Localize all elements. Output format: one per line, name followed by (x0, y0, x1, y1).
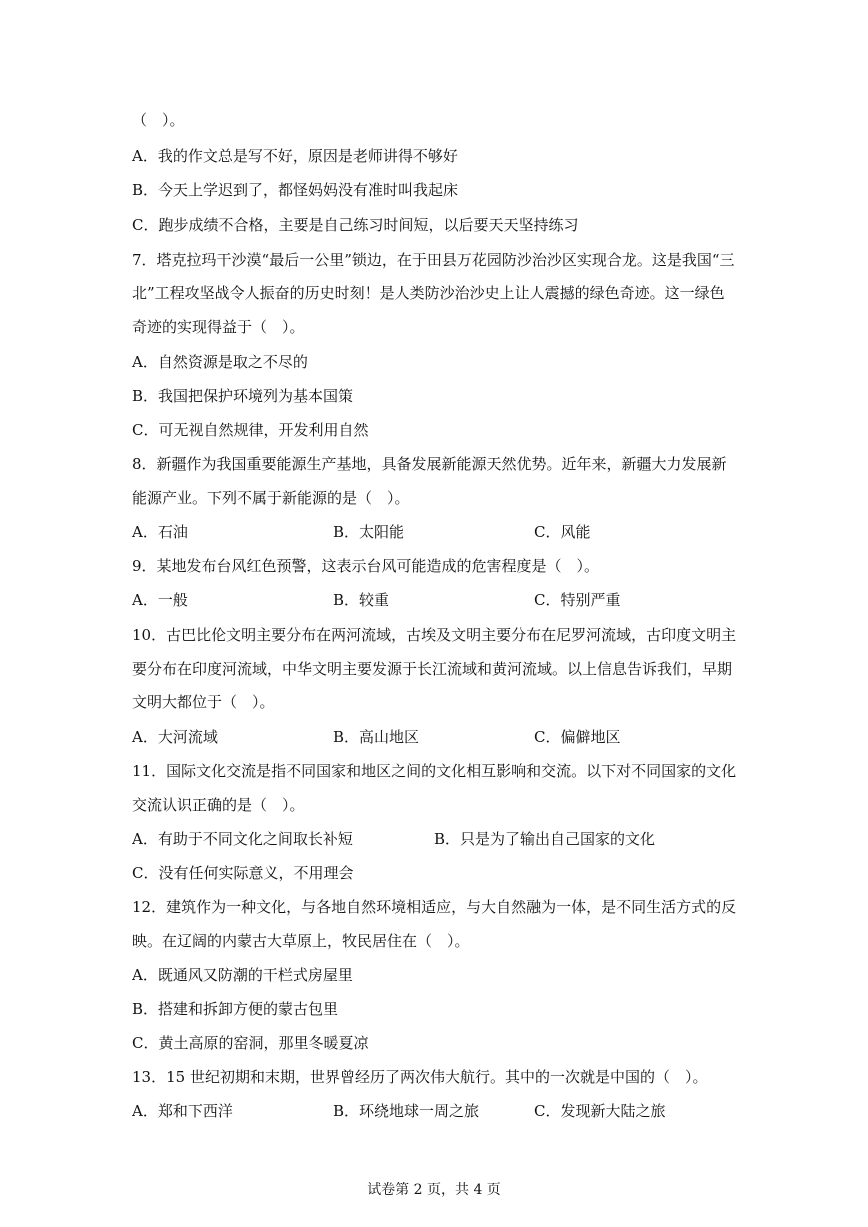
q7-option-a: A．自然资源是取之不尽的 (132, 353, 308, 371)
q10-stem-line1: 10．古巴比伦文明主要分布在两河流域，古埃及文明主要分布在尼罗河流域，古印度文明主 (132, 626, 737, 644)
q6-stem-tail: （ ）。 (132, 111, 185, 129)
q7-option-c: C．可无视自然规律，开发利用自然 (132, 421, 369, 439)
q13-option-b: B．环绕地球一周之旅 (333, 1102, 480, 1120)
q10-options (132, 727, 772, 747)
q9-option-c: C．特别严重 (534, 591, 621, 609)
q10-stem-line3: 文明大都位于（ ）。 (132, 693, 275, 711)
q8-option-c: C．风能 (534, 523, 591, 541)
q12-option-b: B．搭建和拆卸方便的蒙古包里 (132, 1000, 339, 1018)
q12-stem-line2: 映。在辽阔的内蒙古大草原上，牧民居住在（ ）。 (132, 932, 470, 950)
q12-option-a: A．既通风又防潮的干栏式房屋里 (132, 966, 353, 984)
q6-option-a: A．我的作文总是写不好，原因是老师讲得不够好 (132, 147, 458, 165)
q11-stem-line1: 11．国际文化交流是指不同国家和地区之间的文化相互影响和交流。以下对不同国家的文化 (132, 762, 737, 780)
q6-option-c: C．跑步成绩不合格，主要是自己练习时间短，以后要天天坚持练习 (132, 216, 579, 234)
q7-stem-line2: 北”工程攻坚战令人振奋的历史时刻！是人类防沙治沙史上让人震撼的绿色奇迹。这一绿色 (132, 284, 725, 302)
q13-options (132, 1101, 772, 1121)
q9-option-a: A．一般 (132, 591, 188, 609)
q7-stem-line1: 7．塔克拉玛干沙漠“最后一公里”锁边，在于田县万花园防沙治沙区实现合龙。这是我国“三 (132, 251, 735, 269)
q9-options (132, 590, 772, 610)
q12-stem-line1: 12．建筑作为一种文化，与各地自然环境相适应，与大自然融为一体，是不同生活方式的反 (132, 898, 737, 916)
q10-option-a: A．大河流域 (132, 728, 218, 746)
q13-stem-line1: 13．15 世纪初期和末期，世界曾经历了两次伟大航行。其中的一次就是中国的（ ）。 (132, 1068, 708, 1086)
q8-option-a: A．石油 (132, 523, 188, 541)
q10-option-c: C．偏僻地区 (534, 728, 621, 746)
q10-option-b: B．高山地区 (333, 728, 420, 746)
q7-option-b: B．我国把保护环境列为基本国策 (132, 387, 354, 405)
q11-option-c: C．没有任何实际意义，不用理会 (132, 864, 354, 882)
q13-option-c: C．发现新大陆之旅 (534, 1102, 666, 1120)
page-footer: 试卷第 2 页，共 4 页 (367, 1182, 501, 1198)
q11-option-b: B．只是为了输出自己国家的文化 (434, 830, 656, 848)
q7-stem-line3: 奇迹的实现得益于（ ）。 (132, 318, 305, 336)
q9-option-b: B．较重 (333, 591, 390, 609)
q10-stem-line2: 要分布在印度河流域，中华文明主要发源于长江流域和黄河流域。以上信息告诉我们，早期 (132, 660, 733, 678)
q11-option-a: A．有助于不同文化之间取长补短 (132, 830, 353, 848)
q13-option-a: A．郑和下西洋 (132, 1102, 233, 1120)
q8-options (132, 522, 772, 542)
q9-stem-line1: 9．某地发布台风红色预警，这表示台风可能造成的危害程度是（ ）。 (132, 557, 600, 575)
q12-option-c: C．黄土高原的窑洞，那里冬暖夏凉 (132, 1034, 369, 1052)
q8-stem-line1: 8．新疆作为我国重要能源生产基地，具备发展新能源天然优势。近年来，新疆大力发展新 (132, 455, 727, 473)
q8-stem-line2: 能源产业。下列不属于新能源的是（ ）。 (132, 489, 410, 507)
q11-options-ab (132, 829, 772, 849)
q6-option-b: B．今天上学迟到了，都怪妈妈没有准时叫我起床 (132, 181, 459, 199)
q8-option-b: B．太阳能 (333, 523, 405, 541)
q11-stem-line2: 交流认识正确的是（ ）。 (132, 796, 305, 814)
